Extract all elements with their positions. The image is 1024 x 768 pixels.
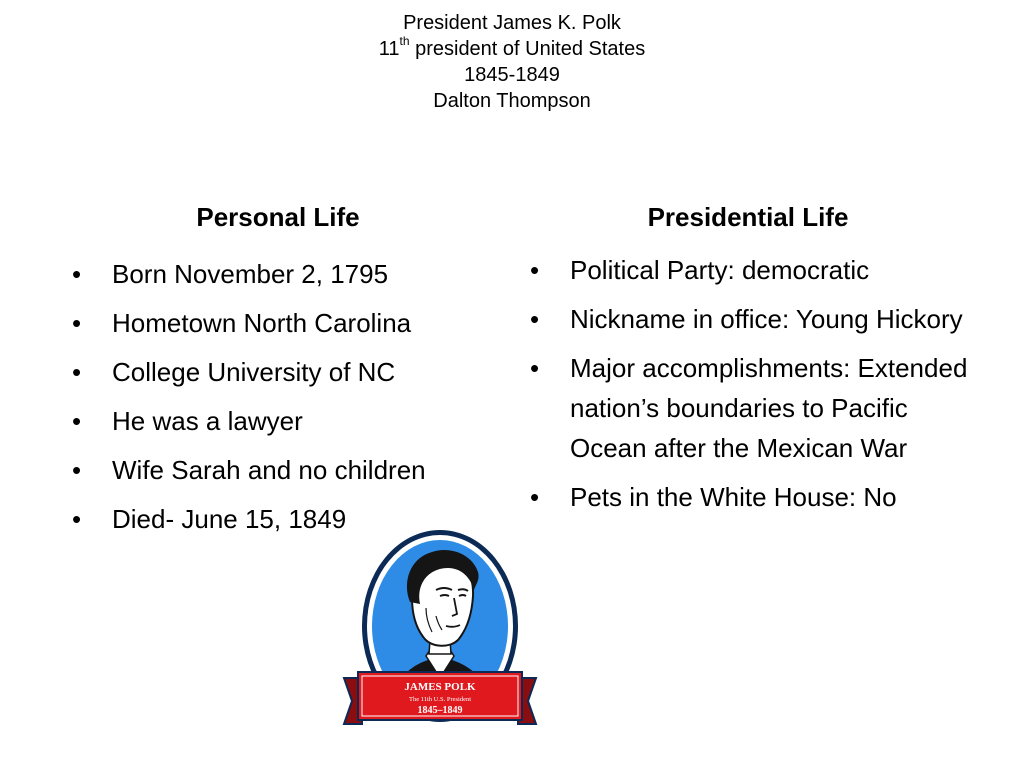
bullet-icon: • <box>72 259 82 289</box>
list-item <box>70 450 510 490</box>
bullet-icon: • <box>530 255 540 285</box>
bullet-icon: • <box>72 406 82 436</box>
list-item-text: College University of NC <box>112 357 396 387</box>
list-item <box>528 477 973 517</box>
banner-subtitle: The 11th U.S. President <box>408 696 472 703</box>
title-ordinal-rest: president of United States <box>409 38 646 60</box>
title-ordinal-number: 11 <box>378 38 400 60</box>
slide-title <box>0 10 1024 114</box>
title-line-years: 1845-1849 <box>464 64 560 86</box>
list-item <box>70 352 510 392</box>
list-item-text: Political Party: democratic <box>570 255 870 285</box>
list-item-text: Hometown North Carolina <box>112 308 412 338</box>
list-item-text: Wife Sarah and no children <box>112 455 426 485</box>
list-item <box>528 348 973 468</box>
list-item-text: Pets in the White House: No <box>570 482 897 512</box>
bullet-icon: • <box>72 357 82 387</box>
bullet-icon: • <box>72 455 82 485</box>
list-item <box>70 401 510 441</box>
list-item-text: He was a lawyer <box>112 406 303 436</box>
bullet-icon: • <box>530 353 540 383</box>
title-line-ordinal <box>0 36 1024 62</box>
title-line-author: Dalton Thompson <box>433 90 591 112</box>
bullet-icon: • <box>72 504 82 534</box>
bullet-icon: • <box>530 304 540 334</box>
personal-life-heading: Personal Life <box>196 202 360 232</box>
polk-portrait-illustration <box>340 528 540 734</box>
list-item <box>528 250 973 290</box>
title-ordinal-suffix: th <box>399 34 410 49</box>
banner-name: JAMES POLK <box>404 681 476 693</box>
list-item <box>528 299 973 339</box>
presidential-life-heading: Presidential Life <box>647 202 849 232</box>
bullet-icon: • <box>72 308 82 338</box>
bullet-icon: • <box>530 482 540 512</box>
list-item <box>70 303 510 343</box>
personal-life-list <box>70 254 510 548</box>
presidential-life-list <box>528 250 973 526</box>
list-item <box>70 254 510 294</box>
list-item-text: Nickname in office: Young Hickory <box>570 304 963 334</box>
list-item-text: Born November 2, 1795 <box>112 259 389 289</box>
list-item-text: Major accomplishments: Extended nation’s boundaries to Pacific Ocean after the Mexican War <box>570 353 968 463</box>
list-item-text: Died- June 15, 1849 <box>112 504 347 534</box>
banner-years: 1845–1849 <box>417 705 463 716</box>
title-line-name: President James K. Polk <box>403 12 621 34</box>
